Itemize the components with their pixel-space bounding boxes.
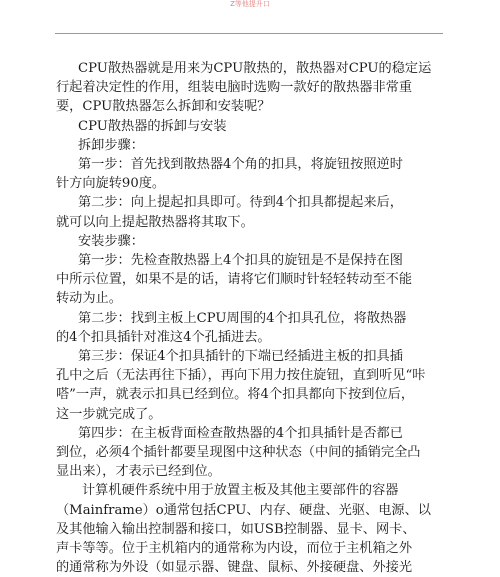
paragraph-line: 孔中之后（无法再往下插），再向下用力按住旋钮，直到听见“咔 — [56, 368, 426, 384]
paragraph-line: 第二步：向上提起扣具即可。待到4个扣具都提起来后， — [78, 195, 403, 211]
header-watermark: Z等他提升口 — [230, 0, 270, 8]
header-divider — [55, 33, 443, 34]
paragraph-line: 第一步：首先找到散热器4个角的扣具，将旋钮按照逆时 — [78, 157, 403, 173]
paragraph-line: 第三步：保证4个扣具插针的下端已经插进主板的扣具插 — [78, 349, 403, 365]
paragraph-line: 第四步：在主板背面检查散热器的4个扣具插针是否都已 — [78, 425, 403, 441]
paragraph-line: 第二步：找到主板上CPU周围的4个扣具孔位，将散热器 — [78, 310, 407, 326]
paragraph-line: 转动为止。 — [56, 291, 122, 307]
paragraph-line: 到位，必须4个插针都要呈现图中这种状态（中间的插销完全凸 — [56, 445, 421, 461]
paragraph-line: 针方向旋转90度。 — [56, 176, 166, 192]
paragraph-line: 显出来），才表示已经到位。 — [56, 464, 221, 480]
paragraph-line: 计算机硬件系统中用于放置主板及其他主要部件的容器 — [82, 483, 399, 499]
paragraph-line: 嗒”一声，就表示扣具已经到位。将4个扣具都向下按到位后， — [56, 387, 415, 403]
paragraph-line: 及其他输入输出控制器和接口，如USB控制器、显卡、网卡、 — [56, 521, 416, 537]
article-body — [56, 59, 444, 577]
paragraph-line: 中所示位置，如果不是的话，请将它们顺时针轻轻转动至不能 — [56, 272, 413, 288]
paragraph-line: CPU散热器就是用来为CPU散热的，散热器对CPU的稳定运 — [78, 61, 432, 76]
section-heading: CPU散热器的拆卸与安装 — [78, 118, 227, 134]
subsection-heading: 安装步骤： — [78, 233, 144, 249]
paragraph-line: 声卡等等。位于主机箱内的通常称为内设，而位于主机箱之外 — [56, 541, 413, 557]
paragraph-line: 的4个扣具插针对准这4个孔插进去。 — [56, 329, 271, 345]
paragraph-line: 就可以向上提起散热器将其取下。 — [56, 214, 254, 230]
paragraph-line: 要，CPU散热器怎么拆卸和安装呢？ — [56, 99, 271, 115]
subsection-heading: 拆卸步骤： — [78, 137, 144, 153]
paragraph-line: 这一步就完成了。 — [56, 406, 162, 422]
paragraph-line: （Mainframe）o通常包括CPU、内存、硬盘、光驱、电源、以 — [56, 502, 431, 518]
paragraph-line: 的通常称为外设（如显示器、键盘、鼠标、外接硬盘、外接光 — [56, 560, 413, 576]
paragraph-line: 行起着决定性的作用，组装电脑时选购一款好的散热器非常重 — [56, 80, 413, 96]
paragraph-line: 第一步：先检查散热器上4个扣具的旋钮是不是保持在图 — [78, 253, 403, 269]
